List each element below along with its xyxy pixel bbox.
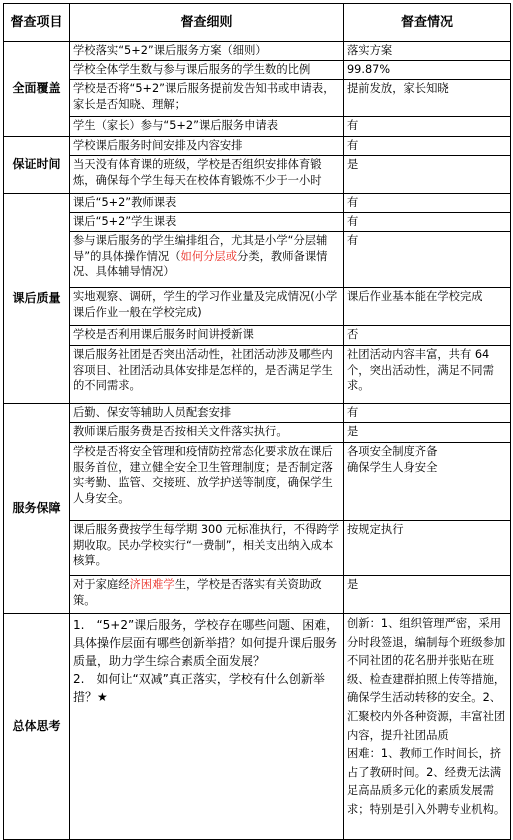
header-item: 督查项目 xyxy=(4,4,70,42)
table-row xyxy=(4,326,511,346)
table-row xyxy=(4,443,511,521)
table-row xyxy=(4,117,511,137)
table-row xyxy=(4,614,511,840)
detail-cell: 学校是否利用课后服务时间讲授新课 xyxy=(70,326,344,346)
table-row xyxy=(4,213,511,232)
status-cell: 有 xyxy=(344,117,511,137)
supervision-table xyxy=(3,3,511,840)
question-2: 2. 如何让“双减”真正落实，学校有什么创新举措？★ xyxy=(73,672,325,704)
highlight-text: 如何分层或 xyxy=(180,249,238,263)
detail-text: 分类，教师备课情况、具体辅导情况） xyxy=(73,249,328,278)
header-detail: 督查细则 xyxy=(70,4,344,42)
innovation-text: 创新：1、组织管理严密，采用分时段签退，编制每个班级参加不同社团的花名册并张贴在班级、检查建群拍照上传等措施，确保学生活动转移的安全。2、汇聚校内外各种资源，丰富社团内容，提升社团品质 xyxy=(347,617,506,742)
detail-cell: 学校落实“5+2”课后服务方案（细则） xyxy=(70,42,344,61)
table-row xyxy=(4,576,511,614)
detail-cell: 当天没有体育课的班级，学校是否组织安排体育锻炼，确保每个学生每天在校体育锻炼不少于一小时 xyxy=(70,156,344,194)
status-cell: 有 xyxy=(344,232,511,288)
table-row xyxy=(4,156,511,194)
status-cell: 有 xyxy=(344,213,511,232)
table-row xyxy=(4,194,511,213)
table-row xyxy=(4,346,511,404)
question-1: 1. “5+2”课后服务，学校存在哪些问题、困难，具体操作层面有哪些创新举措？如何提升课后服务质量，助力学生综合素质全面发展？ xyxy=(73,618,339,668)
table-row xyxy=(4,404,511,423)
table-row xyxy=(4,521,511,576)
detail-text: 参与课后服务的学生编排组合，尤其是小学“分层辅导”的具体操作情况（ xyxy=(73,234,328,263)
detail-cell xyxy=(70,232,344,288)
detail-cell: 后勤、保安等辅助人员配套安排 xyxy=(70,404,344,423)
detail-cell: 课后“5+2”教师课表 xyxy=(70,194,344,213)
detail-cell: 学生（家长）参与“5+2”课后服务申请表 xyxy=(70,117,344,137)
status-cell: 有 xyxy=(344,404,511,423)
table-row xyxy=(4,288,511,326)
header-status: 督查情况 xyxy=(344,4,511,42)
status-cell: 是 xyxy=(344,156,511,194)
highlight-text: 济困难学 xyxy=(129,578,175,591)
category-support: 服务保障 xyxy=(4,404,70,614)
status-cell: 落实方案 xyxy=(344,42,511,61)
header-row xyxy=(4,4,511,42)
status-cell: 是 xyxy=(344,576,511,614)
detail-cell: 课后服务社团是否突出活动性，社团活动涉及哪些内容项目、社团活动具体安排是怎样的，是否满足学生的不同需求。 xyxy=(70,346,344,404)
status-cell: 否 xyxy=(344,326,511,346)
table-row xyxy=(4,42,511,61)
detail-cell: 课后服务费按学生每学期 300 元标准执行，不得跨学期收取。民办学校实行“一费制”，相关支出纳入成本核算。 xyxy=(70,521,344,576)
status-cell xyxy=(344,443,511,521)
category-quality: 课后质量 xyxy=(4,194,70,404)
detail-cell: 学校是否将“5+2”课后服务提前发告知书或申请表，家长是否知晓、理解； xyxy=(70,80,344,117)
status-cell: 有 xyxy=(344,137,511,156)
table-row xyxy=(4,137,511,156)
status-cell: 提前发放，家长知晓 xyxy=(344,80,511,117)
thinking-answer xyxy=(344,614,511,840)
status-cell: 有 xyxy=(344,194,511,213)
detail-text: 对于家庭经 xyxy=(73,578,130,591)
category-thinking: 总体思考 xyxy=(4,614,70,840)
detail-cell: 实地观察、调研，学生的学习作业量及完成情况(小学课后作业一般在学校完成) xyxy=(70,288,344,326)
table-row xyxy=(4,80,511,117)
status-cell: 99.87% xyxy=(344,61,511,80)
category-coverage: 全面覆盖 xyxy=(4,42,70,137)
table-row xyxy=(4,232,511,288)
detail-cell: 学校是否将安全管理和疫情防控常态化要求放在课后服务首位，建立健全安全卫生管理制度；是否制定落实考勤、监管、交接班、放学护送等制度，确保学生人身安全。 xyxy=(70,443,344,521)
detail-cell: 学校课后服务时间安排及内容安排 xyxy=(70,137,344,156)
table-row xyxy=(4,61,511,80)
status-line: 各项安全制度齐备 xyxy=(347,445,438,458)
thinking-questions xyxy=(70,614,344,840)
detail-cell xyxy=(70,576,344,614)
detail-cell: 课后“5+2”学生课表 xyxy=(70,213,344,232)
detail-cell: 学校全体学生数与参与课后服务的学生数的比例 xyxy=(70,61,344,80)
detail-text: 生，学校是否落实有关资助政策。 xyxy=(73,578,322,607)
category-time: 保证时间 xyxy=(4,137,70,194)
status-cell: 是 xyxy=(344,423,511,443)
detail-cell: 教师课后服务费是否按相关文件落实执行。 xyxy=(70,423,344,443)
status-cell: 按规定执行 xyxy=(344,521,511,576)
status-cell: 课后作业基本能在学校完成 xyxy=(344,288,511,326)
difficulty-text: 困难：1、教师工作时间长，挤占了教研时间。2、经费无法满足高品质多元化的素质发展需求；特别是引入外聘专业机构。 xyxy=(347,747,506,816)
status-line: 确保学生人身安全 xyxy=(347,460,438,474)
table-row xyxy=(4,423,511,443)
status-cell: 社团活动内容丰富，共有 64 个，突出活动性，满足不同需求。 xyxy=(344,346,511,404)
